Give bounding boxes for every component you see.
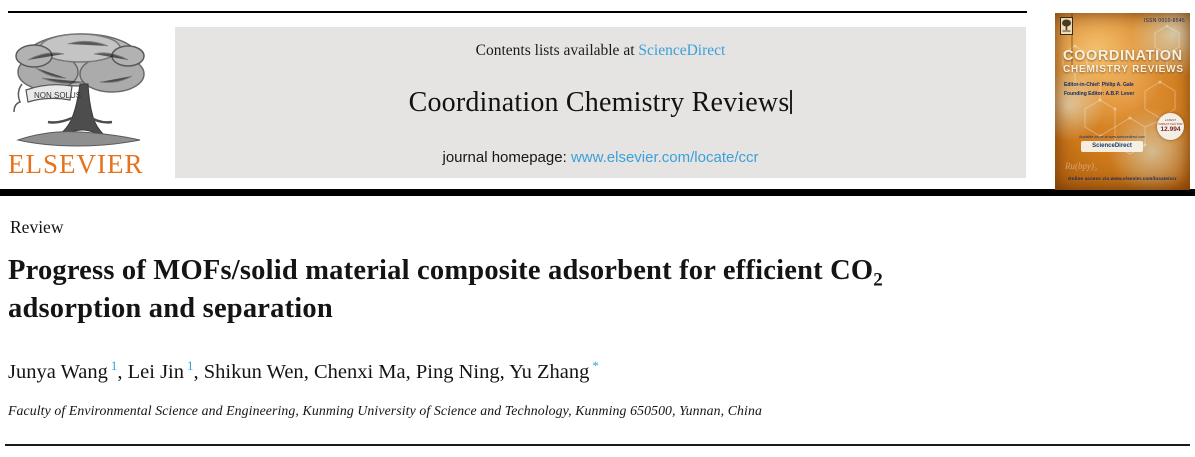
cover-editor-in-chief: Editor-in-Chief: Philip A. Gale: [1064, 82, 1134, 88]
article-type-label: Review: [10, 217, 64, 237]
journal-cover-thumbnail[interactable]: [1055, 13, 1190, 190]
contents-note-prefix: Contents lists available at: [475, 42, 639, 59]
journal-homepage-line: [175, 149, 1026, 166]
cover-issn: ISSN 0010-8545: [1143, 18, 1185, 24]
author-footnote-marker[interactable]: 1: [187, 358, 194, 373]
text-cursor-artifact: [790, 90, 792, 114]
author-footnote-marker[interactable]: 1: [110, 358, 118, 373]
author-name: Ping Ning: [415, 360, 500, 383]
cover-journal-title: COORDINATION CHEMISTRY REVIEWS: [1063, 48, 1184, 75]
elsevier-wordmark: ELSEVIER: [8, 149, 144, 179]
journal-title: Coordination Chemistry Reviews: [175, 87, 1026, 119]
author-name: Chenxi Ma: [313, 360, 406, 383]
sciencedirect-link[interactable]: ScienceDirect: [638, 42, 726, 59]
author-name: Yu Zhang: [509, 360, 590, 383]
journal-homepage-link[interactable]: www.elsevier.com/locate/ccr: [570, 149, 759, 166]
logo-banner-text: NON SOLUS: [34, 91, 82, 100]
affiliation: Faculty of Environmental Science and Engineering, Kunming University of Science and Technology, Kunming 650500, Yunnan, China: [8, 403, 762, 418]
top-rule: [8, 11, 1027, 13]
co2-subscript: 2: [873, 269, 883, 291]
article-title: [8, 252, 1008, 328]
journal-banner: [175, 27, 1026, 178]
author-name: Lei Jin: [127, 360, 185, 383]
author-list: Junya Wang $^1$, Lei Jin $^1$, Shikun Wen, Chenxi Ma, Ping Ning, Yu Zhang *: [8, 358, 599, 383]
cover-sciencedirect-note: Available online at www.sciencedirect.com: [1079, 135, 1145, 139]
elsevier-tree-icon: [8, 26, 150, 148]
header-divider-rule: [0, 189, 1195, 196]
article-title-line2: adsorption and separation: [8, 293, 333, 324]
author-name: Junya Wang: [8, 360, 108, 383]
homepage-prefix: journal homepage:: [442, 149, 571, 166]
elsevier-logo[interactable]: [8, 26, 150, 180]
impact-factor-badge: LATEST IMPACT FACTOR 12.994: [1157, 113, 1184, 140]
cover-editors: [1064, 81, 1134, 99]
article-title-line1: Progress of MOFs/solid material composite adsorbent for efficient $CO_2$: [8, 255, 883, 291]
cover-sciencedirect-label: ScienceDirect: [1081, 141, 1143, 152]
cover-access-note: Online access via www.elsevier.com/locate/ccr: [1068, 176, 1177, 181]
author-name: Shikun Wen: [203, 360, 304, 383]
corresponding-author-marker[interactable]: *: [592, 358, 599, 373]
contents-note: [175, 42, 1026, 60]
cover-watermark: Ru(bpy)₂: [1065, 161, 1098, 171]
cover-founding-editor: Founding Editor: A.B.P. Lever: [1064, 91, 1135, 97]
cover-elsevier-mini-logo: [1060, 17, 1073, 35]
footnote-rule: [5, 444, 1190, 446]
